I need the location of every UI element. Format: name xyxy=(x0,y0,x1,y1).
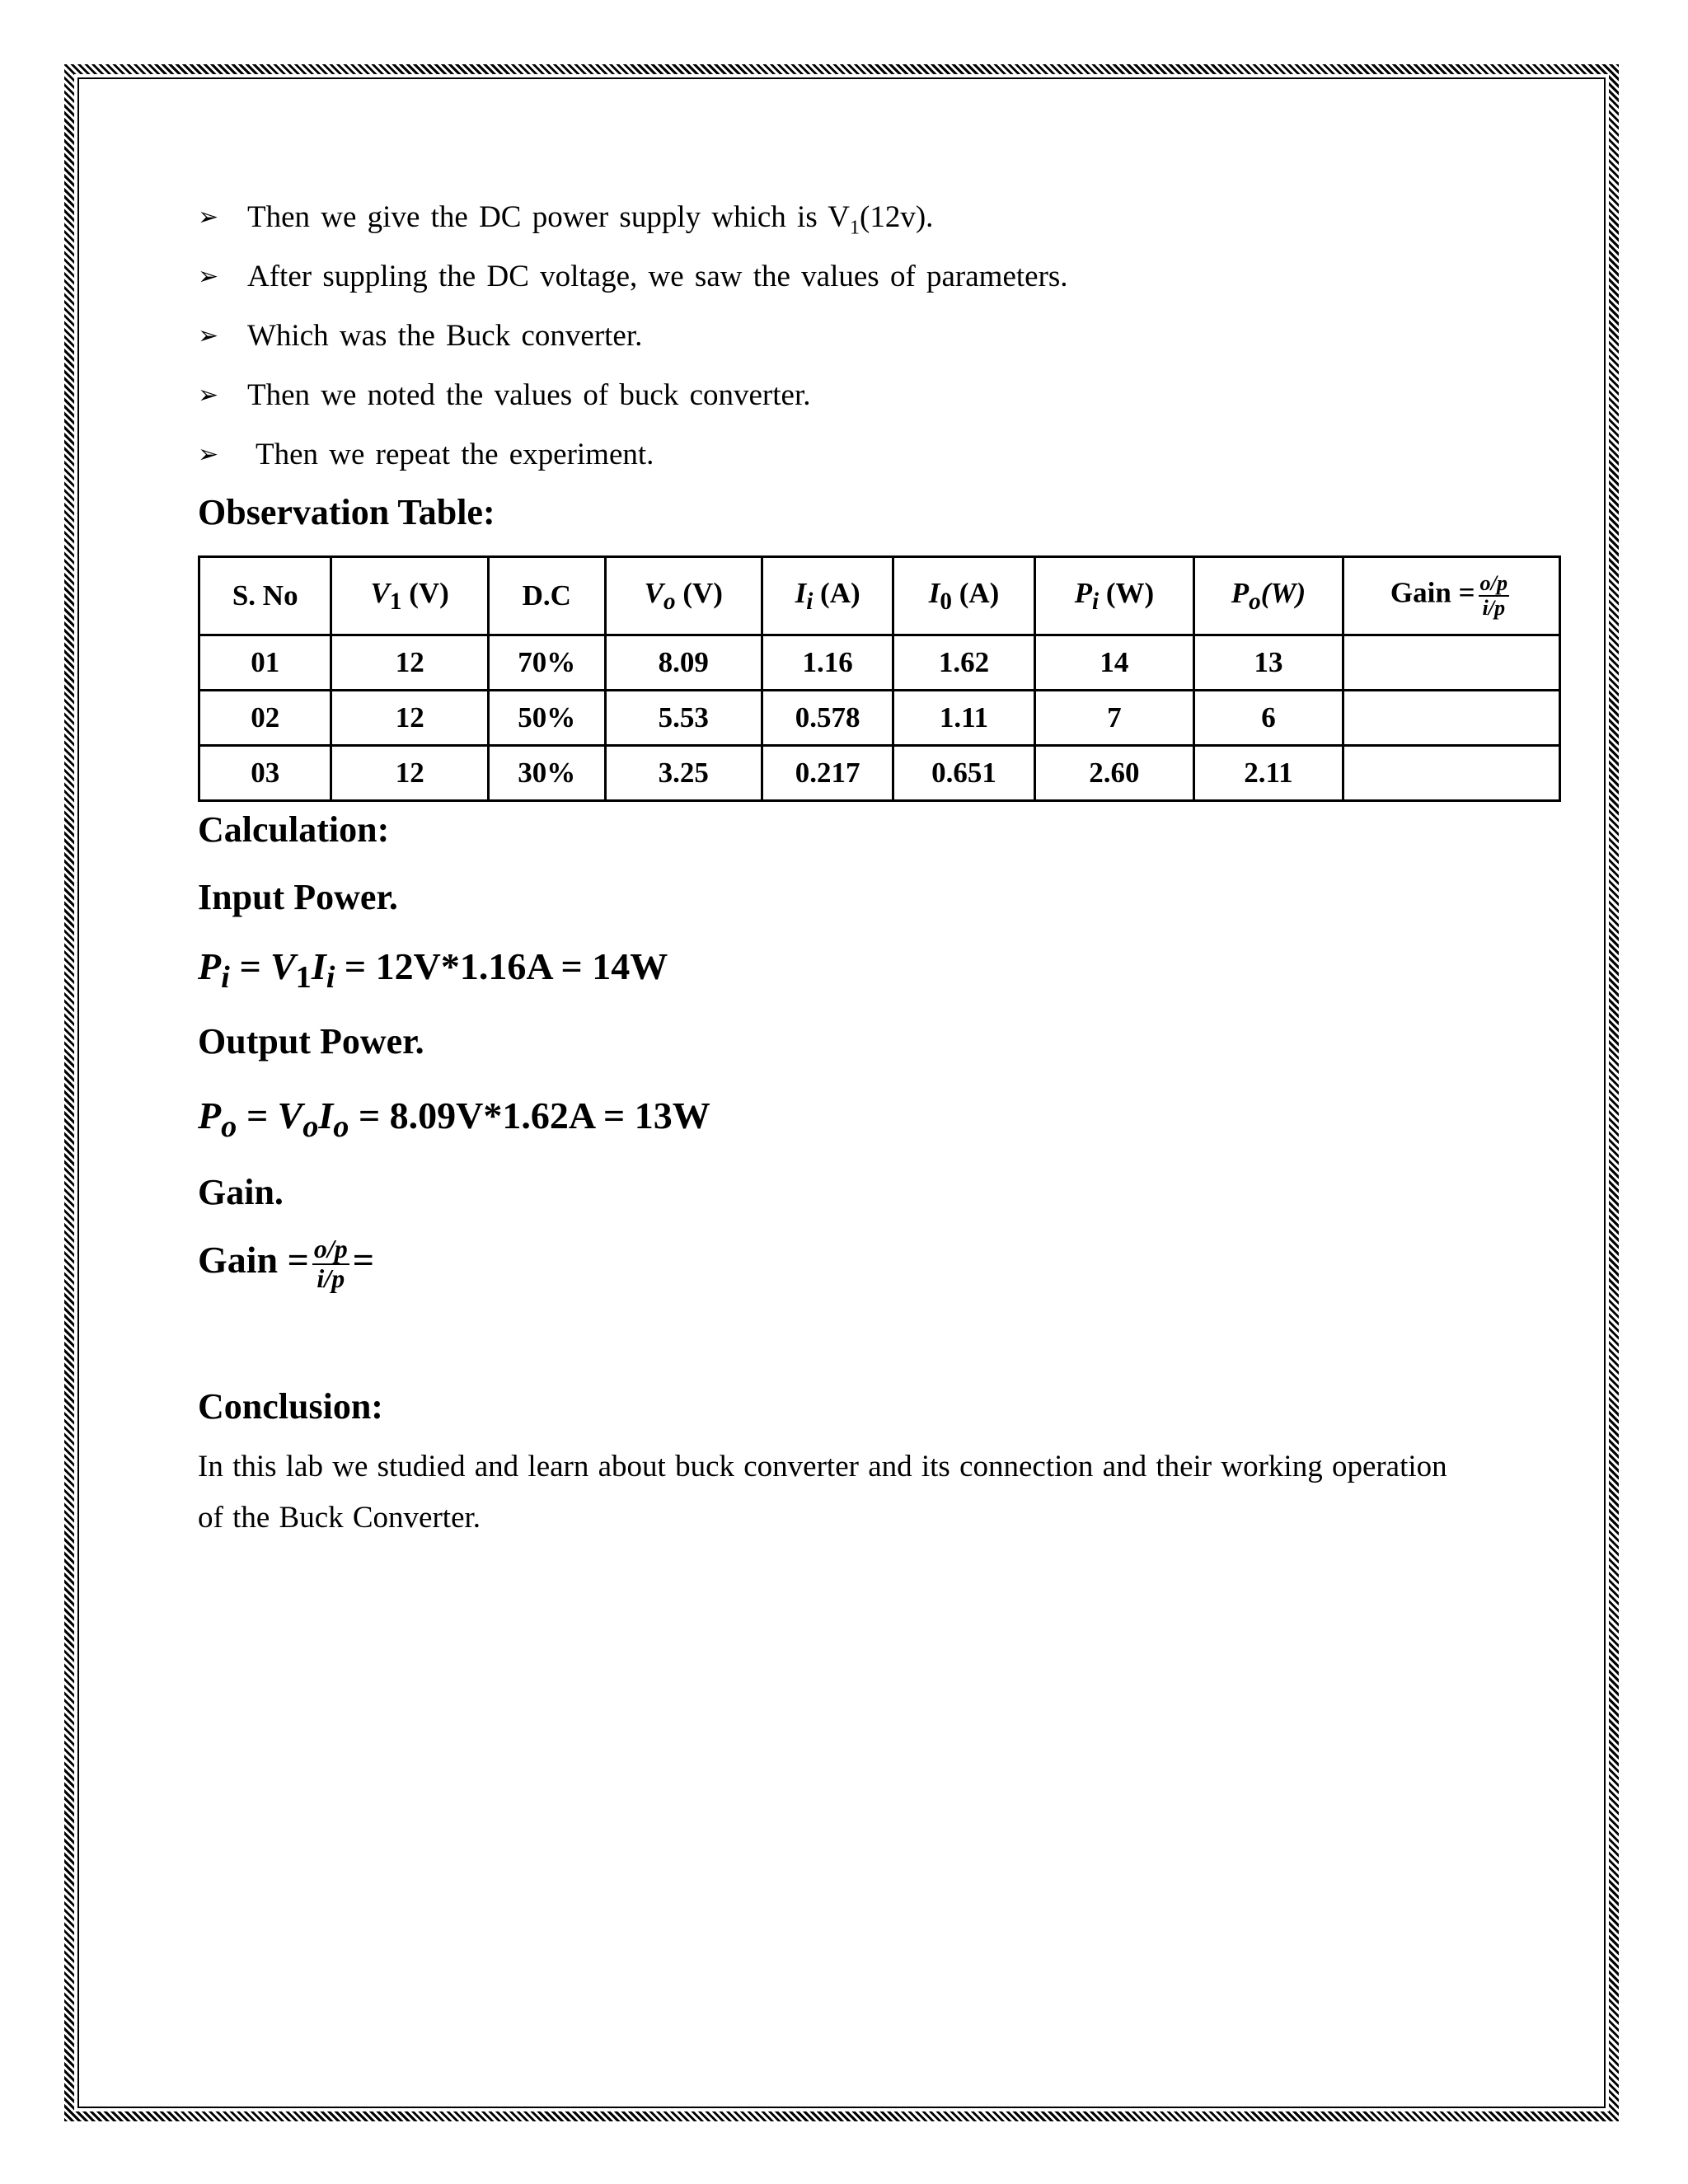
observation-table-heading: Observation Table: xyxy=(198,492,495,532)
col-header-pi: $P_i$ (W) xyxy=(1034,557,1193,635)
col-header-po: $P_o(W)$ xyxy=(1193,557,1343,635)
table-header-row xyxy=(199,557,1560,635)
list-item: ➢ Then we noted the values of buck converter. xyxy=(198,366,1566,425)
output-power-heading: Output Power. xyxy=(198,1021,424,1062)
gain-fraction: $\frac{o/p}{i/p}$ xyxy=(313,1234,348,1293)
document-content xyxy=(198,188,1566,1544)
input-power-equation: $P_i = V_1I_i = 12V*1.16A = 14W$ xyxy=(198,945,668,996)
arrow-bullet-icon: ➢ xyxy=(198,321,219,350)
col-header-v1: $V_1$ (V) xyxy=(331,557,489,635)
col-header-vo: $V_o$ (V) xyxy=(605,557,762,635)
calculation-heading: Calculation: xyxy=(198,809,390,850)
table-row: 02 12 50% 5.53 0.578 1.11 7 6 xyxy=(199,691,1560,746)
col-header-io: $I_0$ (A) xyxy=(893,557,1035,635)
procedure-list xyxy=(198,188,1566,485)
table-row: 01 12 70% 8.09 1.16 1.62 14 13 xyxy=(199,635,1560,691)
arrow-bullet-icon: ➢ xyxy=(198,203,219,232)
list-item: ➢ Then we give the DC power supply which is $V_1(12v)$. xyxy=(198,188,1566,247)
observation-table xyxy=(198,555,1561,802)
table-row: 03 12 30% 3.25 0.217 0.651 2.60 2.11 xyxy=(199,746,1560,801)
col-header-dc: D.C xyxy=(488,557,605,635)
conclusion-heading: Conclusion: xyxy=(198,1385,383,1427)
list-item: ➢ After suppling the DC voltage, we saw the values of parameters. xyxy=(198,247,1566,307)
arrow-bullet-icon: ➢ xyxy=(198,262,219,291)
list-item: ➢ Which was the Buck converter. xyxy=(198,307,1566,366)
input-power-heading: Input Power. xyxy=(198,877,398,917)
gain-equation: Gain = $\frac{o/p}{i/p}$ = xyxy=(198,1234,374,1293)
list-item: ➢ Then we repeat the experiment. xyxy=(198,425,1566,485)
col-header-sno: S. No xyxy=(199,557,331,635)
gain-fraction: $\frac{o/p}{i/p}$ xyxy=(1479,571,1508,620)
col-header-gain: Gain = $\frac{o/p}{i/p}$ xyxy=(1343,557,1560,635)
output-power-equation: $P_o = V_oI_o = 8.09V*1.62A = 13W$ xyxy=(198,1094,710,1145)
col-header-ii: $I_i$ (A) xyxy=(762,557,893,635)
arrow-bullet-icon: ➢ xyxy=(198,381,219,410)
gain-heading: Gain. xyxy=(198,1172,284,1213)
conclusion-text: In this lab we studied and learn about buck converter and its connection and their working operation of the Buck Converter. xyxy=(198,1449,1447,1535)
arrow-bullet-icon: ➢ xyxy=(198,440,219,469)
